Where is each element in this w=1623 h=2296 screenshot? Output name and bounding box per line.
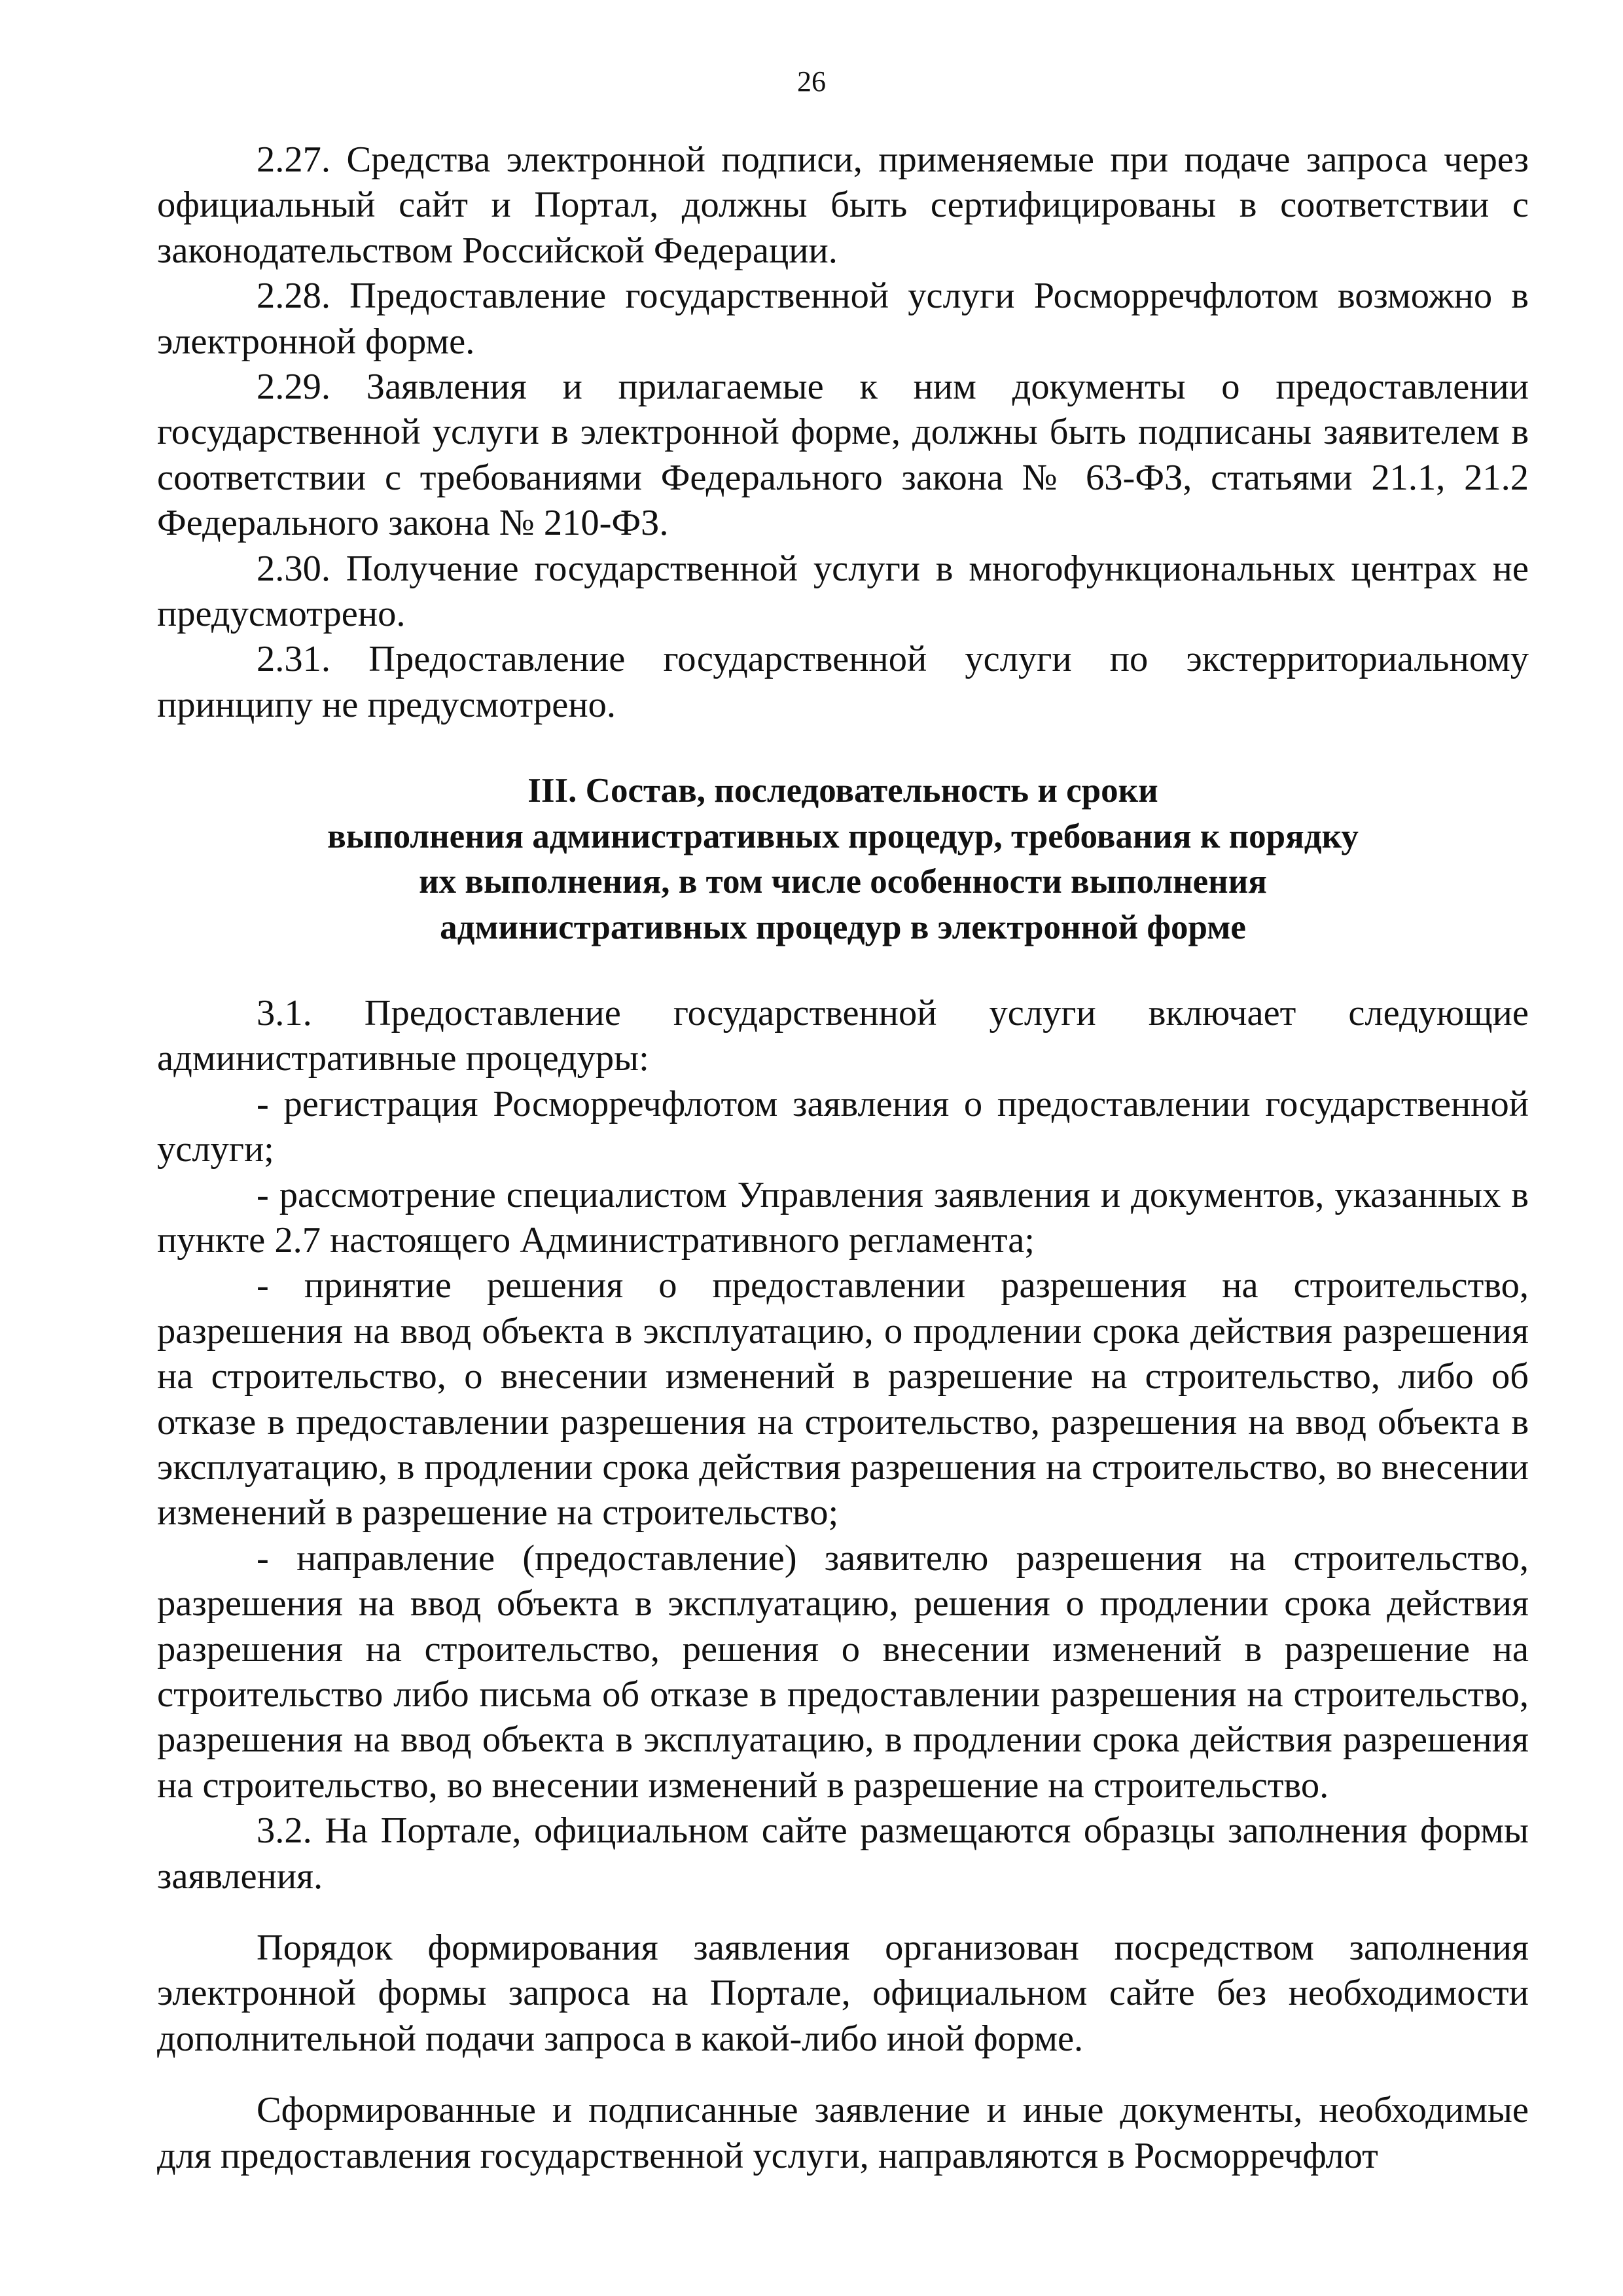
paragraph-2-29: 2.29. Заявления и прилагаемые к ним документы о предоставлении государственной услуги в электронной форме, должны быть подписаны заявителем в соответствии с требованиями Федерального закона № 63-ФЗ, статьями 21.1, 21.2 Федерального закона № 210-ФЗ.	[157, 367, 1529, 544]
paragraph-2-28: 2.28. Предоставление государственной услуги Росморречфлотом возможно в электронной форме.	[157, 276, 1529, 362]
section-heading	[157, 728, 1529, 991]
section-heading-line: выполнения административных процедур, требования к порядку	[327, 817, 1359, 855]
paragraph-2-30: 2.30. Получение государственной услуги в многофункциональных центрах не предусмотрено.	[157, 548, 1529, 635]
list-item-delivery: - направление (предоставление) заявителю разрешения на строительство, разрешения на ввод объекта в эксплуатацию, решения о продлении срока действия разрешения на строительство, решения о внесении изменений в разрешение на строительство либо письма об отказе в предоставлении разрешения на строительство, разрешения на ввод объекта в эксплуатацию, в продлении срока действия разрешения на строительство, во внесении изменений в разрешение на строительство.	[157, 1537, 1529, 1806]
document-body	[157, 137, 1529, 2179]
paragraph-2-31: 2.31. Предоставление государственной услуги по экстерриториальному принципу не предусмотрено.	[157, 639, 1529, 725]
paragraph-2-27: 2.27. Средства электронной подписи, применяемые при подаче запроса через официальный сайт и Портал, должны быть сертифицированы в соответствии с законодательством Российской Федерации.	[157, 139, 1529, 271]
section-heading-line: административных процедур в электронной форме	[440, 908, 1246, 946]
list-item-review: - рассмотрение специалистом Управления заявления и документов, указанных в пункте 2.7 настоящего Административного регламента;	[157, 1174, 1529, 1261]
page-number: 26	[797, 65, 826, 98]
paragraph-form-procedure: Порядок формирования заявления организован посредством заполнения электронной формы запроса на Портале, официальном сайте без необходимости дополнительной подачи запроса в какой-либо иной форме.	[157, 1928, 1529, 2059]
paragraph-documents-sent: Сформированные и подписанные заявление и иные документы, необходимые для предоставления государственной услуги, направляются в Росморречфлот	[157, 2090, 1529, 2176]
paragraph-3-2: 3.2. На Портале, официальном сайте размещаются образцы заполнения формы заявления.	[157, 1810, 1529, 1897]
list-item-registration: - регистрация Росморречфлотом заявления о предоставлении государственной услуги;	[157, 1083, 1529, 1170]
paragraph-3-1: 3.1. Предоставление государственной услуги включает следующие административные процедуры:	[157, 992, 1529, 1079]
section-heading-line: их выполнения, в том числе особенности выполнения	[419, 863, 1267, 901]
list-item-decision: - принятие решения о предоставлении разрешения на строительство, разрешения на ввод объекта в эксплуатацию, о продлении срока действия разрешения на строительство, о внесении изменений в разрешение на строительство, либо об отказе в предоставлении разрешения на строительство, разрешения на ввод объекта в эксплуатацию, в продлении срока действия разрешения на строительство, во внесении изменений в разрешение на строительство;	[157, 1265, 1529, 1534]
section-heading-line: III. Состав, последовательность и сроки	[527, 772, 1158, 810]
